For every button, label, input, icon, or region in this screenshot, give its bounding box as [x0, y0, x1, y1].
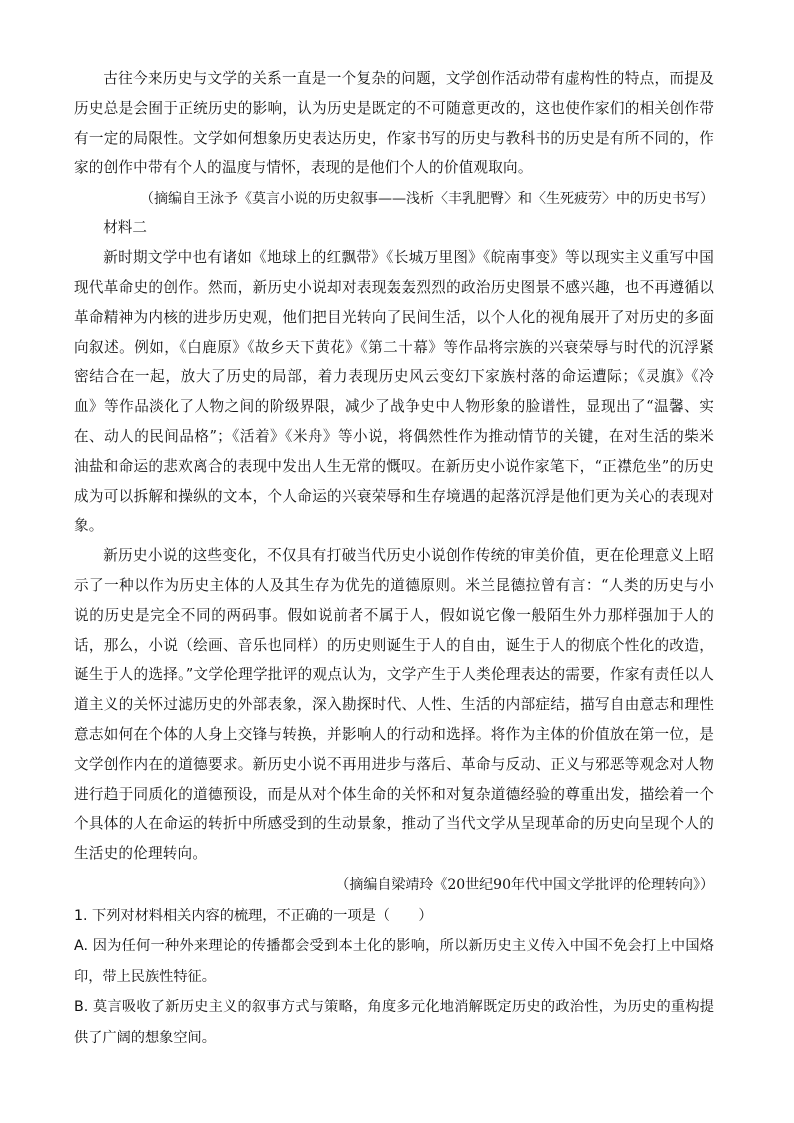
material-two-label: 材料二	[103, 219, 147, 237]
option-a: A. 因为任何一种外来理论的传播都会受到本土化的影响，所以新历史主义传入中国不免会打上中国烙印，带上民族性特征。	[74, 938, 714, 985]
material-two-paragraph-2: 新历史小说的这些变化，不仅具有打破当代历史小说创作传统的审美价值，更在伦理意义上昭示了一种以作为历史主体的人及其生存为优先的道德原则。米兰昆德拉曾有言：“人类的历史与小说的历史是完全不同的两码事。假如说前者不属于人，假如说它像一般陌生外力那样强加于人的话，那么，小说（绘画、音乐也同样）的历史则诞生于人的自由，诞生于人的彻底个性化的改造，诞生于人的选择。”文学伦理学批评的观点认为，文学产生于人类伦理表达的需要，作家有责任以人道主义的关怀过滤历史的外部表象，深入勘探时代、人性、生活的内部症结，描写自由意志和理性意志如何在个体的人身上交锋与转换，并影响人的行动和选择。将作为主体的价值放在第一位，是文学创作内在的道德要求。新历史小说不再用进步与落后、革命与反动、正义与邪恶等观念对人物进行趋于同质化的道德预设，而是从对个体生命的关怀和对复杂道德经验的尊重出发，描绘着一个个具体的人在命运的转折中所感受到的生动景象，推动了当代文学从呈现革命的历史向呈现个人的生活史的伦理转向。	[74, 547, 714, 863]
material-two-source: （摘编自梁靖玲《20世纪90年代中国文学批评的伦理转向》）	[335, 876, 714, 893]
material-two-paragraph-1: 新时期文学中也有诸如《地球上的红飘带》《长城万里图》《皖南事变》等以现实主义重写中国现代革命史的创作。然而，新历史小说却对表现轰轰烈烈的政治历史图景不感兴趣，也不再遵循以革命精神为内核的进步历史观，他们把目光转向了民间生活，以个人化的视角展开了对历史的多面向叙述。例如，《白鹿原》《故乡天下黄花》《第二十幕》等作品将宗族的兴衰荣辱与时代的沉浮紧密结合在一起，放大了历史的局部，着力表现历史风云变幻下家族村落的命运遭际；《灵旗》《冷血》等作品淡化了人物之间的阶级界限，减少了战争史中人物形象的脸谱性，显现出了“温馨、实在、动人的民间品格”；《活着》《米舟》等小说，将偶然性作为推动情节的关键，在对生活的柴米油盐和命运的悲欢离合的表现中发出人生无常的慨叹。在新历史小说作家笔下，“正襟危坐”的历史成为可以拆解和操纵的文本，个人命运的兴衰荣辱和生存境遇的起落沉浮是他们更为关心的表现对象。	[74, 249, 714, 535]
option-b: B. 莫言吸收了新历史主义的叙事方式与策略，角度多元化地消解既定历史的政治性，为历史的重构提供了广阔的想象空间。	[74, 999, 714, 1046]
question-block	[74, 901, 714, 1054]
material-one-source: （摘编自王泳予《莫言小说的历史叙事——浅析〈丰乳肥臀〉和〈生死疲劳〉中的历史书写）	[140, 191, 714, 208]
question-stem: 1. 下列对材料相关内容的梳理，不正确的一项是（ ）	[74, 907, 433, 924]
material-one-paragraph: 古往今来历史与文学的关系一直是一个复杂的问题，文学创作活动带有虚构性的特点，而提及历史总是会囿于正统历史的影响，认为历史是既定的不可随意更改的，这也使作家们的相关创作带有一定的局限性。文学如何想象历史表达历史，作家书写的历史与教科书的历史是有所不同的，作家的创作中带有个人的温度与情怀，表现的是他们个人的价值观取向。	[74, 70, 714, 177]
